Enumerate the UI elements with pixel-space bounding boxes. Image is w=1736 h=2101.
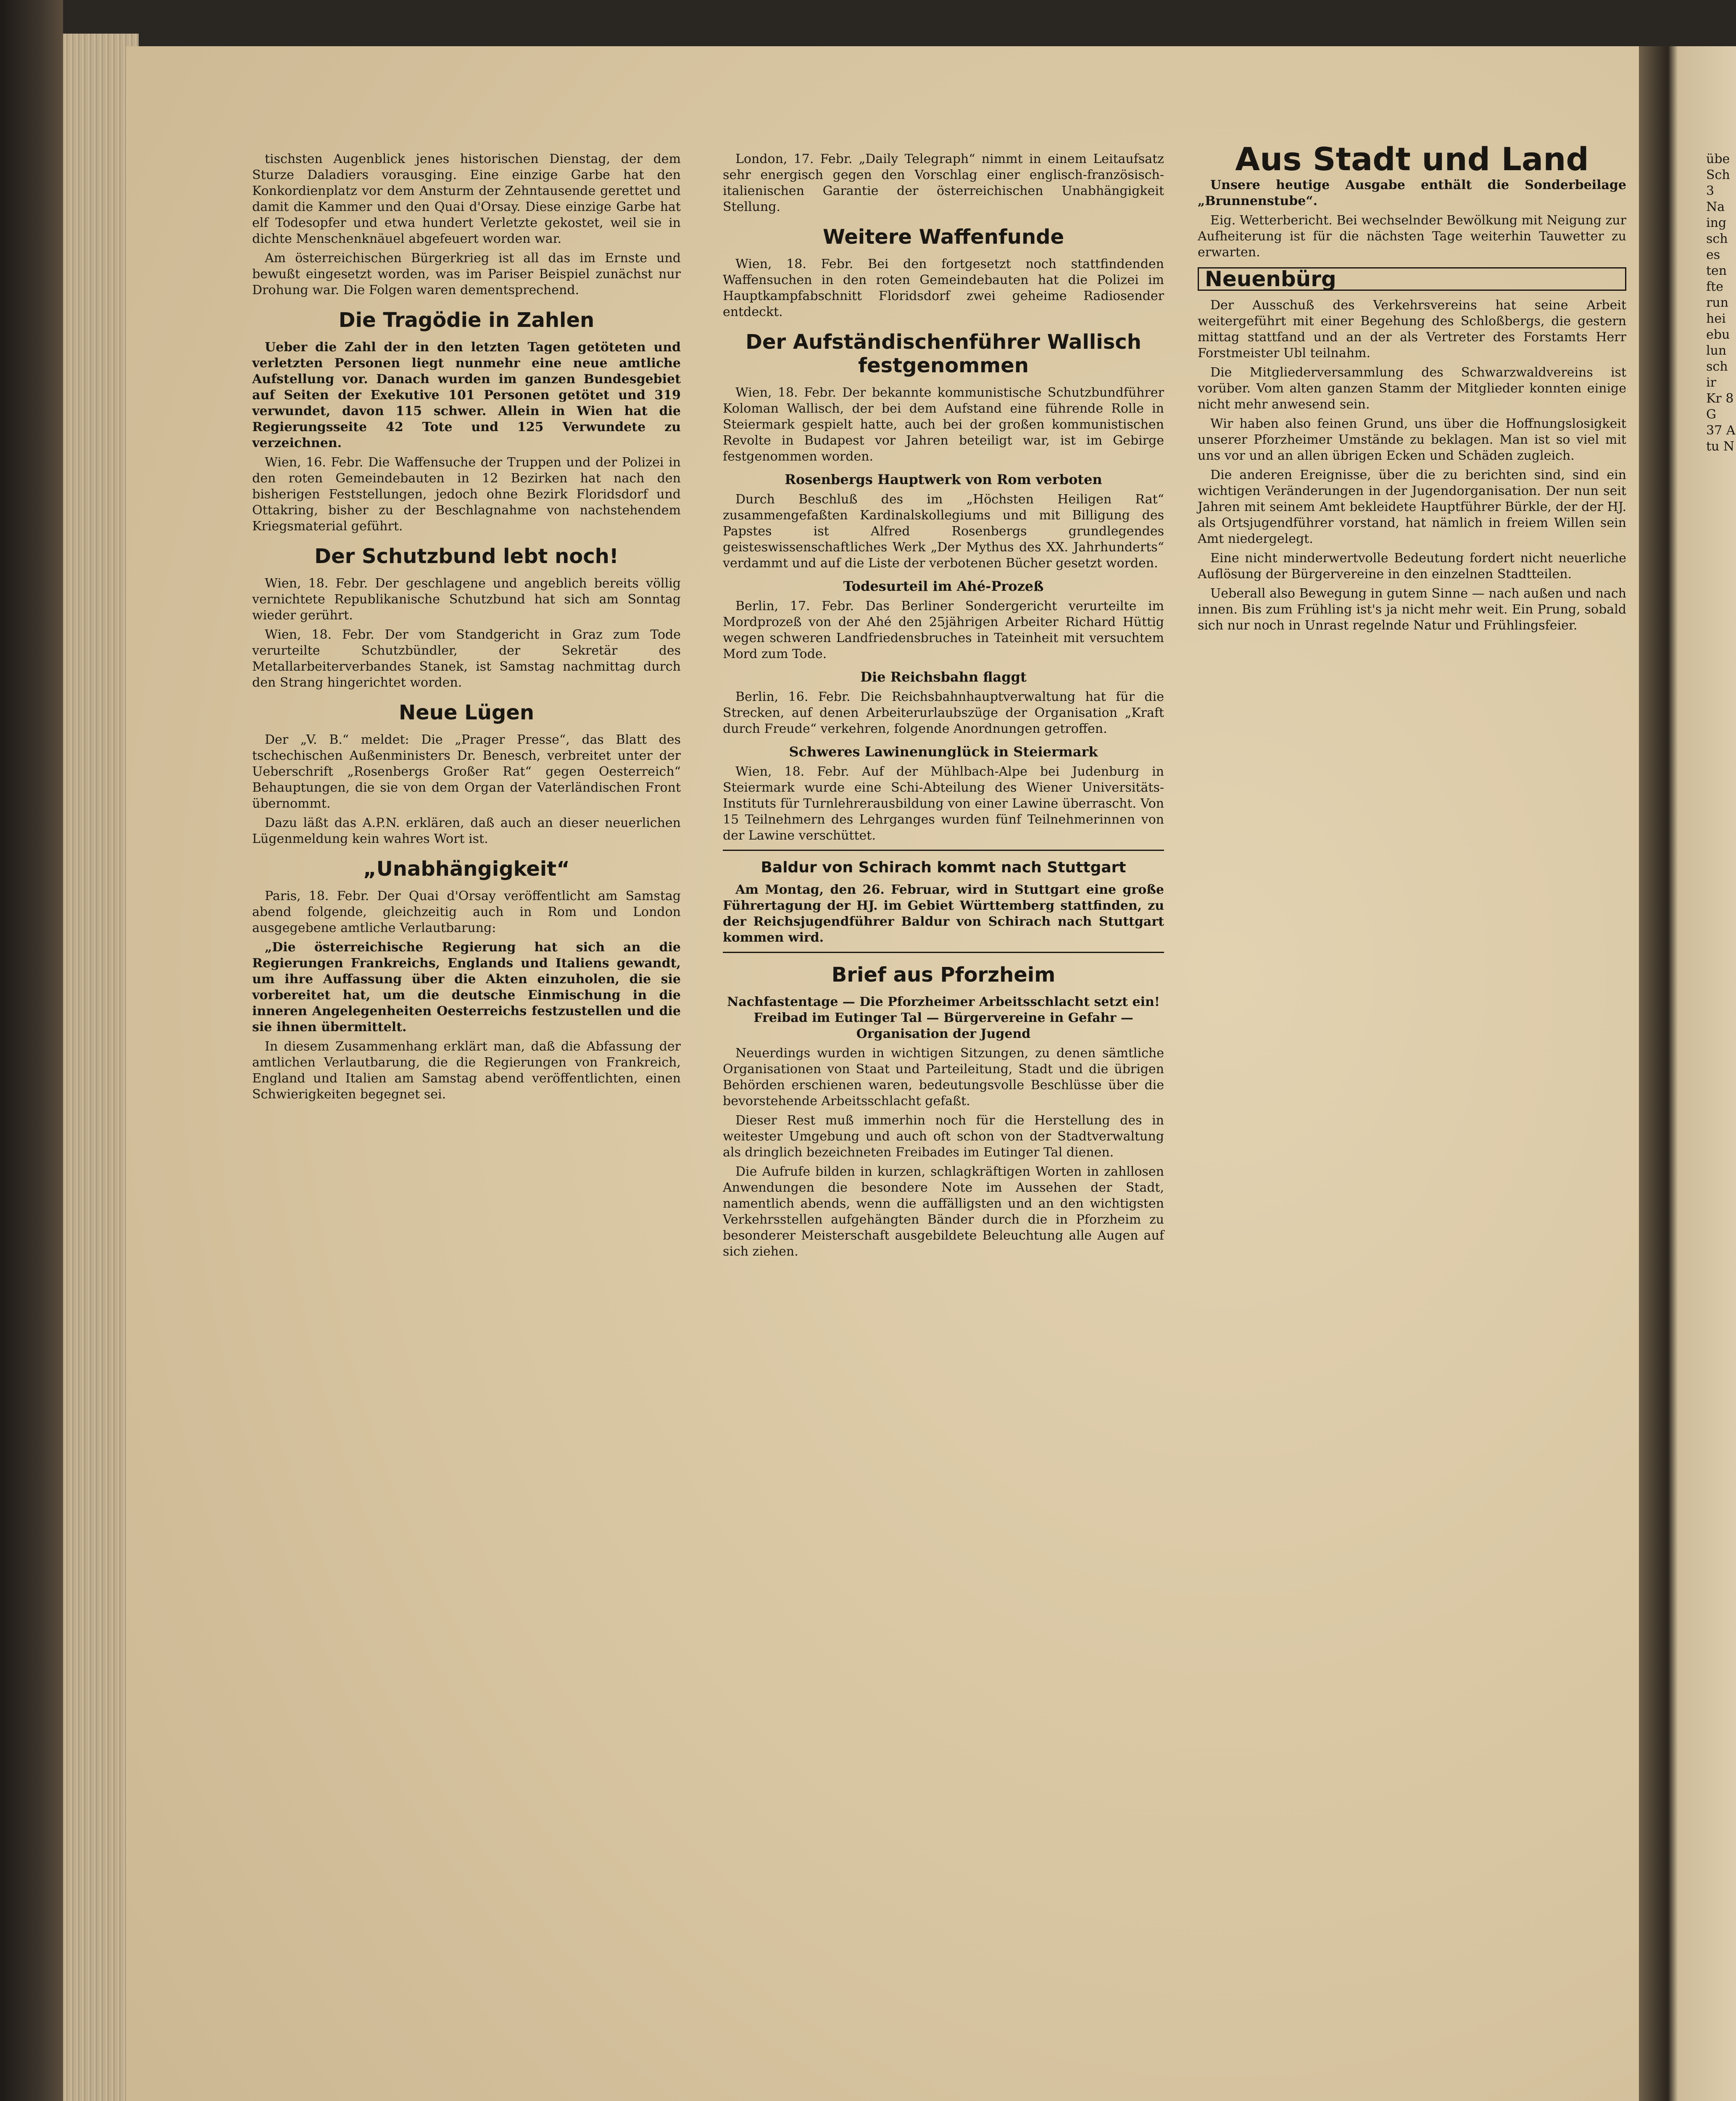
paragraph: Wien, 18. Febr. Der geschlagene und angeblich bereits völlig vernichtete Republikanische Schutzbund hat sich am Sonntag wieder gerührt. <box>252 576 681 623</box>
paragraph: Berlin, 17. Febr. Das Berliner Sondergericht verurteilte im Mordprozeß von der Ahé den 25jährigen Arbeiter Richard Hüttig wegen schweren Landfriedensbruches in Tateinheit mit versuchtem Mord zum Tode. <box>723 599 1164 661</box>
headline-wallisch: Der Aufständischenführer Wallisch festgenommen <box>746 330 1141 377</box>
paragraph: Am österreichischen Bürgerkrieg ist all das im Ernste und bewußt eingesetzt worden, was im Pariser Beispiel zunächst nur Drohung war. Die Folgen waren dementsprechend. <box>252 251 681 298</box>
divider <box>723 850 1164 851</box>
paragraph: Wien, 18. Febr. Der vom Standgericht in Graz zum Tode verurteilte Schutzbündler, der Sekretär des Metallarbeiterverbandes Stanek, ist Samstag nachmittag durch den Strang hingerichtet worden. <box>252 627 681 690</box>
headline-reichsbahn: Die Reichsbahn flaggt <box>860 669 1027 685</box>
section-title-neuenbuerg: Neuenbürg <box>1198 267 1626 291</box>
paragraph: Eine nicht minderwertvolle Bedeutung fordert nicht neuerliche Auflösung der Bürgervereine in den einzelnen Stadtteilen. <box>1198 551 1626 582</box>
headline-unabhaengigkeit: „Unabhängigkeit“ <box>363 857 570 881</box>
paragraph: Dieser Rest muß immerhin noch für die Herstellung des in weitester Umgebung und auch oft schon von der Stadtverwaltung als dringlich bezeichneten Freibades im Eutinger Tal dienen. <box>723 1113 1164 1160</box>
paragraph: London, 17. Febr. „Daily Telegraph“ nimmt in einem Leitaufsatz sehr energisch gegen den Vorschlag einer englisch-französisch-italienischen Garantie der österreichischen Unabhängigkeit Stellung. <box>723 152 1164 214</box>
paragraph: Ueber die Zahl der in den letzten Tagen getöteten und verletzten Personen liegt nunmehr eine neue amtliche Aufstellung vor. Danach wurden im ganzen Bundesgebiet auf Seiten der Exekutive 101 Personen getötet und 319 verwundet, davon 115 schwer. Allein in Wien hat die Regierungsseite 42 Tote und 125 Verwundete zu verzeichnen. <box>252 340 681 450</box>
paragraph: Dazu läßt das A.P.N. erklären, daß auch an dieser neuerlichen Lügenmeldung kein wahres Wort ist. <box>252 816 681 846</box>
column-middle <box>723 151 1164 1263</box>
headline-tragoedie: Die Tragödie in Zahlen <box>338 308 595 332</box>
paragraph: Durch Beschluß des im „Höchsten Heiligen Rat“ zusammengefaßten Kardinalskollegiums und mit Billigung des Papstes ist Alfred Rosenbergs grundlegendes geisteswissenschaftliches Werk „Der Mythus des XX. Jahrhunderts“ verdammt und auf die Liste der verbotenen Bücher gesetzt worden. <box>723 492 1164 571</box>
paragraph: Die Aufrufe bilden in kurzen, schlagkräftigen Worten in zahllosen Anwendungen die besondere Note im Aussehen der Stadt, namentlich abends, wenn die auffälligsten und an den wichtigsten Verkehrsstellen aufgehängten Bänder durch die in Pforzheim zu besonderer Meisterschaft ausgebildete Beleuchtung alle Augen auf sich ziehen. <box>723 1164 1164 1259</box>
paragraph: Ueberall also Bewegung in gutem Sinne — nach außen und nach innen. Bis zum Frühling ist's ja nicht mehr weit. Ein Prung, sobald sich nur noch in Unrast regelnde Natur und Frühlingsfeier. <box>1198 586 1626 633</box>
paragraph: Der Ausschuß des Verkehrsvereins hat seine Arbeit weitergeführt mit einer Begehung des Schloßbergs, die gestern mittag stattfand und an der als Vertreter des Forstamts Herr Forstmeister Ubl teilnahm. <box>1198 298 1626 361</box>
divider <box>723 952 1164 953</box>
paragraph: Wien, 18. Febr. Der bekannte kommunistische Schutzbundführer Koloman Wallisch, der bei dem Aufstand eine führende Rolle in Steiermark gespielt hatte, auch bei der großen kommunistischen Revolte in Budapest vor Jahren beteiligt war, ist im Gebirge festgenommen worden. <box>723 385 1164 464</box>
paragraph: Am Montag, den 26. Februar, wird in Stuttgart eine große Führertagung der HJ. im Gebiet Württemberg stattfinden, zu der Reichsjugendführer Baldur von Schirach nach Stuttgart kommen wird. <box>723 882 1164 945</box>
column-right <box>1198 140 1626 637</box>
column-left <box>252 151 681 1106</box>
headline-schirach: Baldur von Schirach kommt nach Stuttgart <box>761 859 1126 876</box>
paragraph: tischsten Augenblick jenes historischen Dienstag, der dem Sturze Daladiers vorausging. Eine einzige Garbe hat den Konkordienplatz vor dem Ansturm der Zehntausende gerettet und damit die Kammer und den Quai d'Orsay. Diese einzige Garbe hat elf Todesopfer und etwa hundert Verletzte gekostet, weil sie in dichte Menschenknäuel abgefeuert worden war. <box>252 152 681 246</box>
headline-todesurteil: Todesurteil im Ahé-Prozeß <box>843 578 1044 594</box>
headline-schutzbund: Der Schutzbund lebt noch! <box>314 545 619 568</box>
headline-rosenberg: Rosenbergs Hauptwerk von Rom verboten <box>785 471 1102 487</box>
headline-waffenfunde: Weitere Waffenfunde <box>822 225 1064 249</box>
headline-luegen: Neue Lügen <box>398 701 534 724</box>
headline-pforzheim: Brief aus Pforzheim <box>831 963 1056 987</box>
subheadline: Nachfastentage — Die Pforzheimer Arbeitsschlacht setzt ein! Freibad im Eutinger Tal — Bürgervereine in Gefahr — Organisation der Jugend <box>727 995 1160 1041</box>
paragraph: Wir haben also feinen Grund, uns über die Hoffnungslosigkeit unserer Pforzheimer Umstände zu beklagen. Man ist so viel mit uns vor und an allen übrigen Ecken und Schäden zugleich. <box>1198 416 1626 463</box>
paragraph: Berlin, 16. Febr. Die Reichsbahnhauptverwaltung hat für die Strecken, auf denen Arbeiterurlaubszüge der Organisation „Kraft durch Freude“ verkehren, folgende Anordnungen getroffen. <box>723 690 1164 736</box>
paragraph: Der „V. B.“ meldet: Die „Prager Presse“, das Blatt des tschechischen Außenministers Dr. Benesch, verbreitet unter der Ueberschrift „Rosenbergs Großer Rat“ gegen Oesterreich“ Behauptungen, die sie von dem Organ der Vaterländischen Front übernommt. <box>252 732 681 811</box>
paragraph: In diesem Zusammenhang erklärt man, daß die Abfassung der amtlichen Verlautbarung, die die Regierungen von Frankreich, England und Italien am Samstag abend veröffentlichten, einen Schwierigkeiten begegnet sei. <box>252 1039 681 1102</box>
headline-lawine: Schweres Lawinenunglück in Steiermark <box>789 744 1098 760</box>
paragraph: Die anderen Ereignisse, über die zu berichten sind, sind ein wichtigen Veränderungen in der Jugendorganisation. Der nun seit Jahren mit seinem Amt bekleidete Hauptführer Bürkle, der der HJ. als Ortsjugendführer vorstand, hat nämlich in freiem Willen sein Amt niedergelegt. <box>1198 468 1626 546</box>
paragraph: Paris, 18. Febr. Der Quai d'Orsay veröffentlicht am Samstag abend folgende, gleichzeitig auch in Rom und London ausgegebene amtliche Verlautbarung: <box>252 889 681 935</box>
paragraph: Wien, 18. Febr. Bei den fortgesetzt noch stattfindenden Waffensuchen in den roten Gemeindebauten hat die Polizei im Hauptkampfabschnitt Floridsdorf zwei geheime Radiosender entdeckt. <box>723 257 1164 319</box>
paragraph: „Die österreichische Regierung hat sich an die Regierungen Frankreichs, Englands und Italiens gewandt, um ihre Auffassung über die Akten einzuholen, die sie vorbereitet hat, um die deutsche Einmischung in die inneren Angelegenheiten Oesterreichs festzustellen und die sie ihnen übermittelt. <box>252 940 681 1035</box>
paragraph: Wien, 16. Febr. Die Waffensuche der Truppen und der Polizei in den roten Gemeindebauten in 12 Bezirken hat nach den bisherigen Feststellungen, jedoch ohne Bezirk Floridsdorf und Ottakring, bisher zu der Beschlagnahme von nachstehendem Kriegsmaterial geführt. <box>252 455 681 534</box>
book-spine <box>0 0 63 2101</box>
paragraph: Die Mitgliederversammlung des Schwarzwaldvereins ist vorüber. Vom alten ganzen Stamm der Mitglieder konnten einige nicht mehr anwesend sein. <box>1198 365 1626 412</box>
section-masthead: Aus Stadt und Land <box>1235 140 1589 178</box>
paragraph: Neuerdings wurden in wichtigen Sitzungen, zu denen sämtliche Organisationen von Staat und Parteileitung, Stadt und die übrigen Behörden erschienen waren, bedeutungsvolle Beschlüsse über die bevorstehende Arbeitsschlacht gefaßt. <box>723 1046 1164 1108</box>
paragraph: Wien, 18. Febr. Auf der Mühlbach-Alpe bei Judenburg in Steiermark wurde eine Schi-Abteilung des Wiener Universitäts-Instituts für Turnlehrerausbildung von einer Lawine überrascht. Von 15 Teilnehmern des Lehrganges wurden fünf Teilnehmerinnen von der Lawine verschüttet. <box>723 764 1164 843</box>
paragraph: Eig. Wetterbericht. Bei wechselnder Bewölkung mit Neigung zur Aufheiterung ist für die nächsten Tage weiterhin Tauwetter zu erwarten. <box>1198 213 1626 260</box>
paragraph: Unsere heutige Ausgabe enthält die Sonderbeilage „Brunnenstube“. <box>1198 178 1626 208</box>
adjacent-page-fragments: übe Sch 3 Na ing sch es ten fte run hei ebu lun sch ir Kr 8 G 37 A tu N <box>1706 152 1736 454</box>
